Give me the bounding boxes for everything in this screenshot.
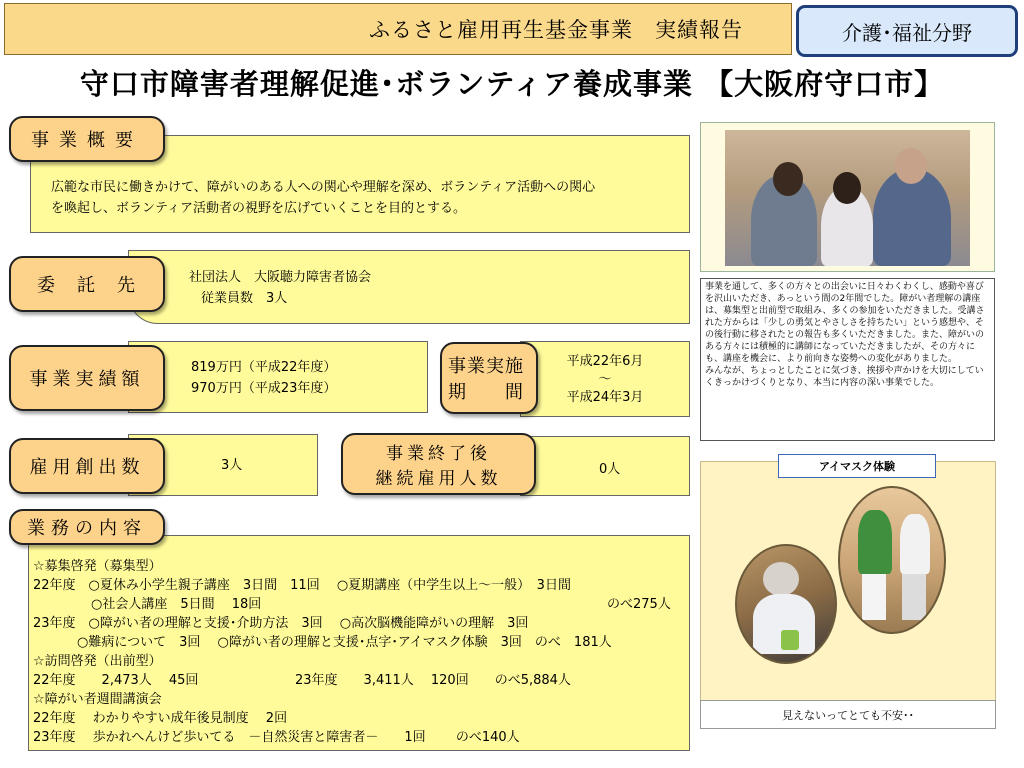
results-amount-fy22: 819万円（平成22年度） [191,360,337,375]
person-figure [833,172,861,204]
overview-line-1: 広範な市民に働きかけて、障がいのある人への関心や理解を深め、ボランティア活動への関心 [51,180,596,195]
contractor-employees: 従業員数 3人 [201,291,288,306]
activity-line: ○社会人講座 5日間 18回 [91,597,262,612]
contractor-label: 委 託 先 [9,256,165,312]
staff-photo [725,130,970,266]
activity-line: 23年度 歩かれへんけど歩いてる －自然災害と障害者－ 1回 のべ140人 [33,730,520,745]
person-figure [900,514,930,574]
period-tilde: ～ [598,372,612,387]
story-text: 事業を通して、多くの方々との出会いに日々わくわくし、感動や喜びを沢山いただき、あっという間の2年間でした。障がい者理解の講座は、募集型と出前型で取組み、多くの参加をいただきました。受講された方からは「少しの勇気とやさしさを持ちたい」という感想や、その後行動に移されたとの報告も多くいただきました。また、障がいのある方々には積極的に講師になっていただきましたが、その方々にも、講座を機会に、より前向きな姿勢への変化がありました。 みんなが、ちょっとしたことに気づき、挨拶や声かけを大切にしていくきっかけづくりとなり、本当に内容の深い事業でした。 [700,278,995,441]
person-figure [858,510,892,574]
contractor-box [128,250,690,324]
category-badge [796,5,1018,57]
activity-line: 22年度 わかりやすい成年後見制度 2回 [33,711,288,726]
continued-employment-label-line1: 事業終了後 [386,444,491,464]
activity-line: ☆訪問啓発（出前型） [33,654,162,669]
eyemask-photo-left [735,544,837,664]
activity-line: ☆募集啓発（募集型） [33,559,162,574]
activity-line: 23年度 3,411人 120回 のべ5,884人 [295,673,571,688]
activities-label: 業務の内容 [9,509,165,545]
contractor-name: 社団法人 大阪聴力障害者協会 [189,270,372,285]
activity-line: ○難病について 3回 ○障がい者の理解と支援･点字･アイマスク体験 3回 のべ 181人 [77,635,612,650]
continued-employment-label [341,433,536,495]
person-figure [763,562,799,596]
period-label-line1: 事業実施 [448,356,524,377]
period-label [440,342,538,414]
person-figure [862,574,886,620]
activity-total: のべ275人 [607,597,671,612]
overview-line-2: を喚起し、ボランティア活動者の視野を広げていくことを目的とする。 [51,201,466,216]
continued-employment-box [520,436,690,496]
period-end: 平成24年3月 [566,390,644,405]
overview-label: 事業概要 [9,116,165,162]
results-amount-label: 事業実績額 [9,345,165,411]
eyemask-photo-right [838,486,946,634]
activity-line: 23年度 ○障がい者の理解と支援･介助方法 3回 ○高次脳機能障がいの理解 3回 [33,616,529,631]
results-amount-box [128,341,428,413]
category-label: 介護･福祉分野 [842,20,972,45]
activity-line: 22年度 ○夏休み小学生親子講座 3日間 11回 ○夏期講座（中学生以上～一般） 3日間 [33,578,571,593]
activities-box [28,535,690,751]
period-label-line2: 期 間 [448,382,524,403]
continued-employment-label-line2: 継続雇用人数 [375,469,502,489]
period-box [520,341,690,417]
activity-line: ☆障がい者週間講演会 [33,692,162,707]
results-amount-fy23: 970万円（平成23年度） [191,381,337,396]
cup-object [781,630,799,650]
page-title: 守口市障害者理解促進･ボランティア養成事業 【大阪府守口市】 [79,67,945,101]
person-figure [895,148,927,184]
person-figure [902,574,926,620]
period-start: 平成22年6月 [566,354,644,369]
continued-employment-value: 0人 [599,462,621,477]
experience-ribbon: アイマスク体験 [778,454,936,478]
person-figure [773,162,803,196]
activity-line: 22年度 2,473人 45回 [33,673,199,688]
jobs-created-value: 3人 [221,458,243,473]
experience-caption: 見えないってとても不安･･ [700,700,996,729]
report-header-bar [4,3,792,55]
report-header-title: ふるさと雇用再生基金事業 実績報告 [369,18,743,42]
jobs-created-label: 雇用創出数 [9,438,165,494]
